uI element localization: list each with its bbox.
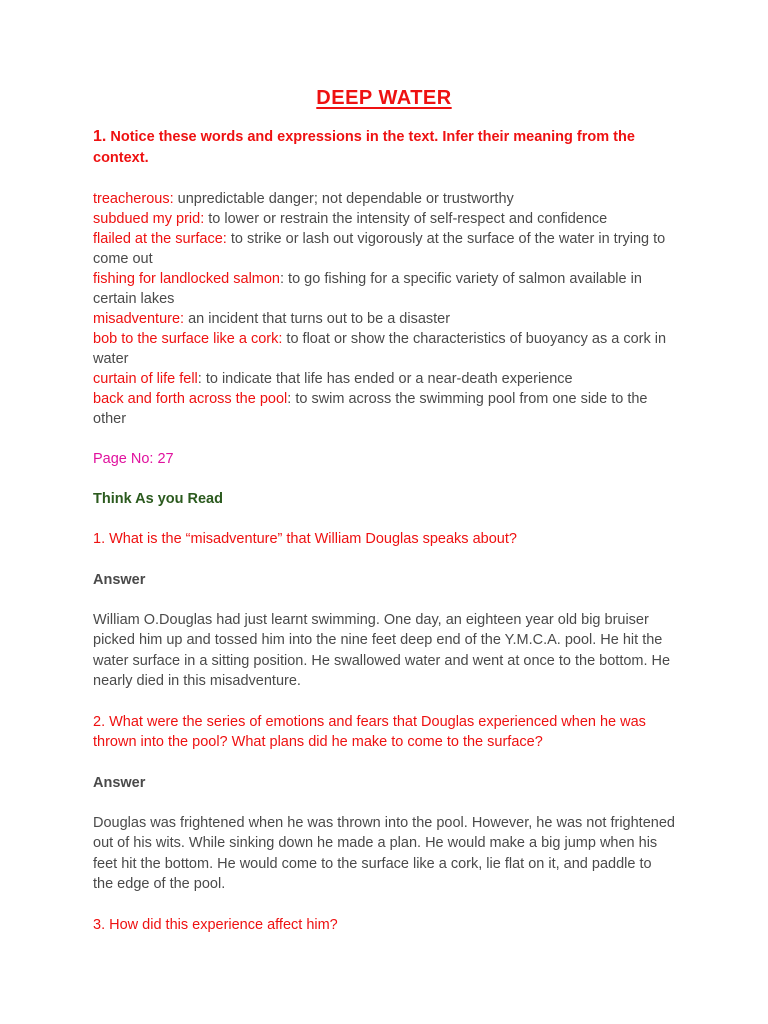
vocab-definition: : to swim across the swimming pool from one side to the other <box>93 391 648 427</box>
vocab-item <box>93 269 675 309</box>
section-heading: Think As you Read <box>93 491 223 507</box>
vocabulary-list <box>93 189 675 429</box>
vocab-item <box>93 309 675 329</box>
vocab-item <box>93 389 675 429</box>
vocab-item <box>93 189 675 209</box>
document-title: DEEP WATER <box>316 87 452 109</box>
vocab-definition: an incident that turns out to be a disaster <box>184 311 451 327</box>
vocab-term: treacherous: <box>93 191 174 207</box>
vocab-definition: : to go fishing for a specific variety of salmon available in certain lakes <box>93 271 642 307</box>
vocab-definition: to float or show the characteristics of buoyancy as a cork in water <box>93 331 667 367</box>
page-number: Page No: 27 <box>93 451 174 467</box>
instruction-number: 1. <box>93 128 107 145</box>
vocab-term: bob to the surface like a cork: <box>93 331 283 347</box>
vocab-term: curtain of life fell <box>93 371 198 387</box>
instruction-text: Notice these words and expressions in the text. Infer their meaning from the context. <box>93 129 635 166</box>
vocab-definition: to strike or lash out vigorously at the surface of the water in trying to come out <box>93 231 666 267</box>
answer-label: Answer <box>93 774 146 791</box>
vocab-term: fishing for landlocked salmon <box>93 271 280 287</box>
vocab-item <box>93 209 675 229</box>
vocab-item <box>93 229 675 269</box>
answer-label: Answer <box>93 571 146 588</box>
answer-text: Douglas was frightened when he was thrown into the pool. However, he was not frightened out of his wits. While sinking down he made a plan. He would make a big jump when his feet hit the bottom. He would come to the surface like a cork, lie flat on it, and paddle to the edge of the pool. <box>93 814 675 892</box>
vocab-definition: unpredictable danger; not dependable or trustworthy <box>173 191 514 207</box>
vocab-term: misadventure: <box>93 311 185 327</box>
question: 2. What were the series of emotions and fears that Douglas experienced when he was thrown into the pool? What plans did he make to come to the surface? <box>93 713 646 750</box>
question: 1. What is the “misadventure” that William Douglas speaks about? <box>93 531 517 547</box>
vocab-definition: to lower or restrain the intensity of self-respect and confidence <box>204 211 608 227</box>
question: 3. How did this experience affect him? <box>93 916 338 933</box>
instruction <box>93 126 675 169</box>
vocab-item <box>93 329 675 369</box>
vocab-term: flailed at the surface: <box>93 231 227 247</box>
answer-text: William O.Douglas had just learnt swimming. One day, an eighteen year old big bruiser picked him up and tossed him into the nine feet deep end of the Y.M.C.A. pool. He hit the water surface in a sitting position. He swallowed water and went at once to the bottom. He nearly died in this misadventure. <box>93 611 671 689</box>
vocab-term: subdued my prid: <box>93 211 205 227</box>
vocab-item <box>93 369 675 389</box>
vocab-term: back and forth across the pool <box>93 391 288 407</box>
vocab-definition: : to indicate that life has ended or a near-death experience <box>197 371 573 387</box>
